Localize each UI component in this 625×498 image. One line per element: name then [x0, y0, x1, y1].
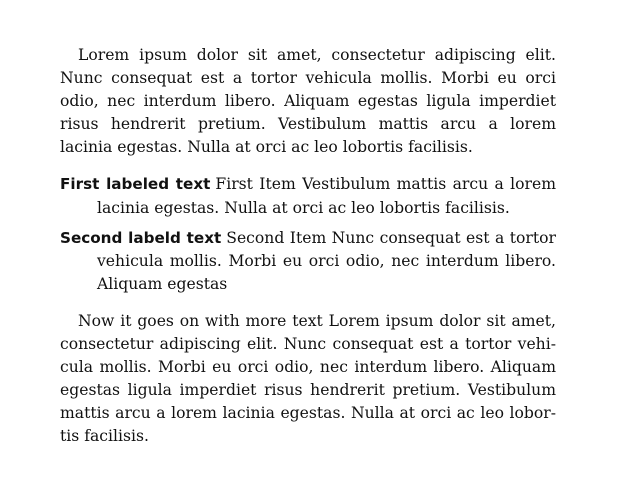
document-page [60, 44, 556, 449]
closing-paragraph: Now it goes on with more text Lorem ipsum dolor sit amet, consectetur adipiscing elit. Nunc consequat est a tortor vehicula mollis. Morbi eu orci odio, nec interdum libero. Aliquam egestas ligula imperdiet risus hendrerit pretium. Vestibulum mattis arcu a lorem lacinia egestas. Nulla at orci ac leo lobortis facilisis. [60, 311, 556, 446]
description-item [60, 227, 556, 296]
description-text: First Item Vestibulum mattis arcu a lorem lacinia egestas. Nulla at orci ac leo lobortis facilisis. [97, 175, 556, 217]
description-text: Second Item Nunc consequat est a tortor vehicula mollis. Morbi eu orci odio, nec interdum libero. Aliquam egestas [97, 228, 556, 293]
description-list [60, 173, 556, 295]
description-label: First labeled text [60, 175, 211, 194]
intro-paragraph: Lorem ipsum dolor sit amet, consectetur adipiscing elit. Nunc consequat est a tortor vehicula mollis. Morbi eu orci odio, nec interdum libero. Aliquam egestas ligula imperdiet risus hendrerit pretium. Vestibulum mattis arcu a lorem lacinia egestas. Nulla at orci ac leo lobortis facilisis. [60, 46, 556, 157]
description-item [60, 173, 556, 219]
description-label: Second labeld text [60, 228, 222, 247]
